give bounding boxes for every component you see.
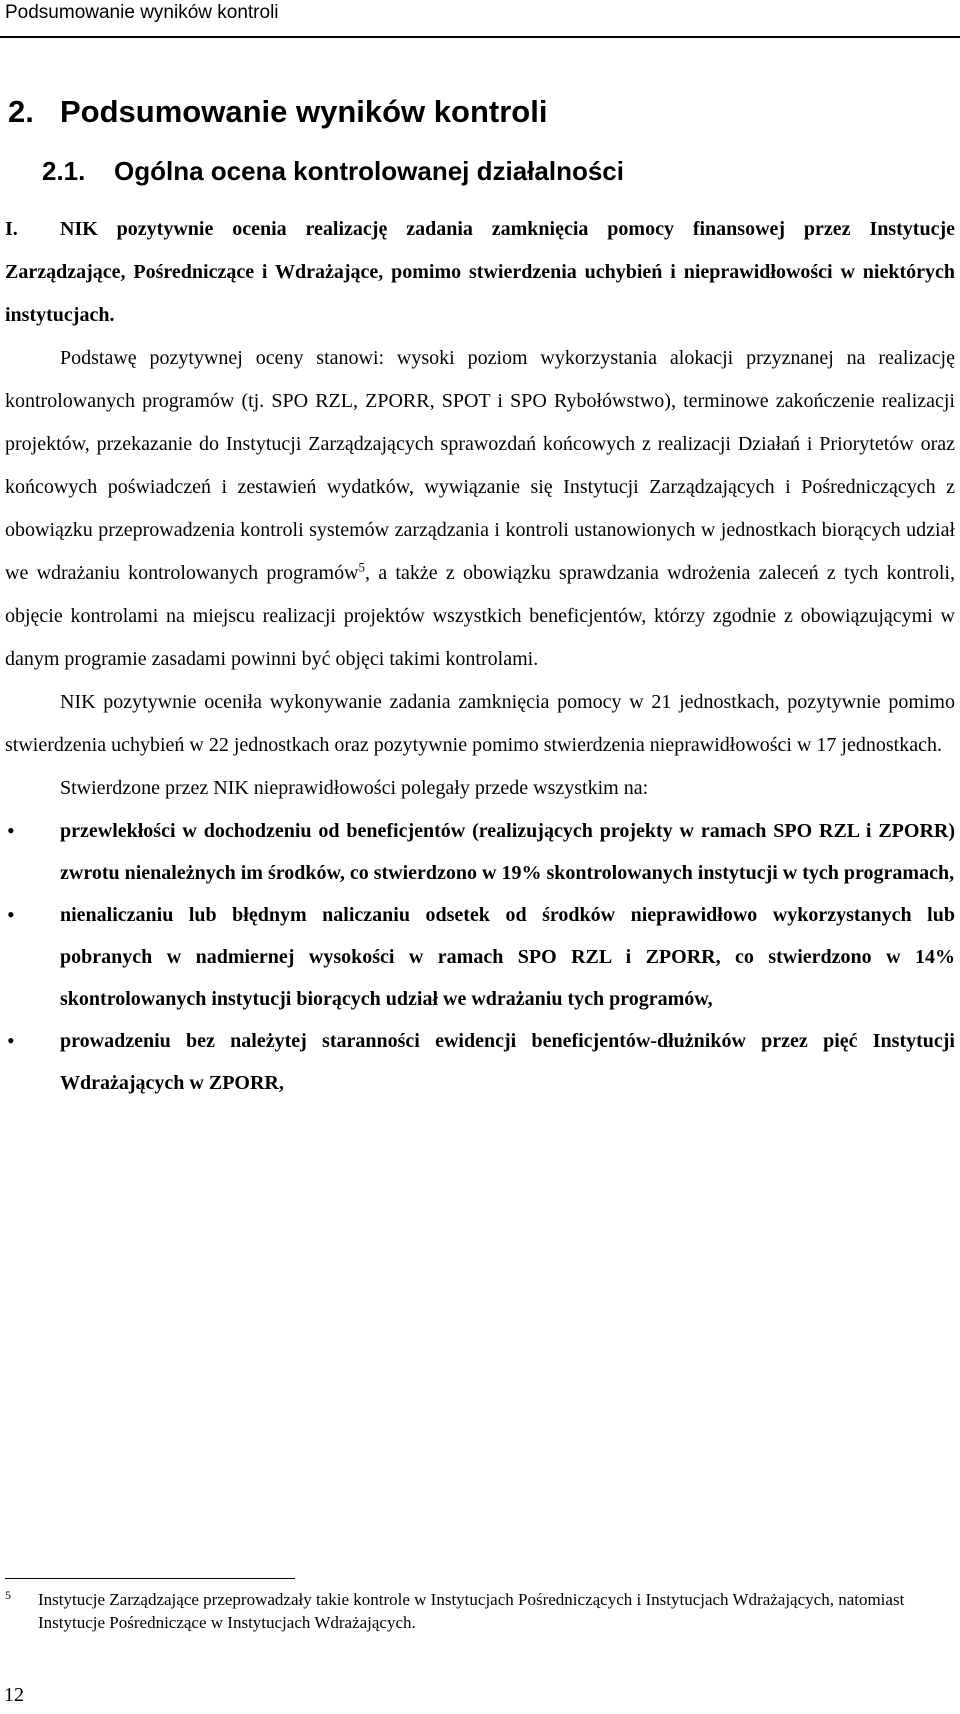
running-header: Podsumowanie wyników kontroli xyxy=(5,2,279,23)
list-item xyxy=(5,894,955,1020)
footnote-reference: 5 xyxy=(358,559,366,575)
paragraph-1-text: NIK pozytywnie ocenia realizację zadania zamknięcia pomocy finansowej przez Instytucje Zarządzające, Pośredniczące i Wdrażające, pomimo stwierdzenia uchybień i nieprawidłowości w niektórych instytucjach. xyxy=(5,218,955,326)
section-heading xyxy=(8,94,547,130)
subsection-number: 2.1. xyxy=(42,156,86,186)
paragraph-1 xyxy=(5,208,955,337)
footnote-separator xyxy=(5,1578,295,1579)
bullet-icon: • xyxy=(7,818,15,843)
section-number: 2. xyxy=(8,94,34,129)
subsection-title: Ogólna ocena kontrolowanej działalności xyxy=(114,156,624,186)
paragraph-4-text: Stwierdzone przez NIK nieprawidłowości polegały przede wszystkim na: xyxy=(60,777,649,799)
bullet-icon: • xyxy=(7,1028,15,1053)
section-title: Podsumowanie wyników kontroli xyxy=(60,94,548,129)
paragraph-4 xyxy=(5,767,955,810)
header-rule xyxy=(0,36,960,38)
list-item-text: przewlekłości w dochodzeniu od beneficjentów (realizujących projekty w ramach SPO RZL i ZPORR) zwrotu nienależnych im środków, co stwierdzono w 19% skontrolowanych instytucji w tych programach, xyxy=(60,820,955,884)
footnote-mark: 5 xyxy=(5,1588,11,1602)
paragraph-number: I. xyxy=(5,218,18,240)
bullet-list xyxy=(5,810,955,1104)
paragraph-2-text-continued: , a także z obowiązku sprawdzania wdrożenia zaleceń z tych kontroli, objęcie kontrolami na miejscu realizacji projektów wszystkich beneficjentów, którzy zgodnie z obowiązującymi w danym programie zasadami powinni być objęci takimi kontrolami. xyxy=(5,562,955,670)
paragraph-2 xyxy=(5,337,955,681)
list-item xyxy=(5,810,955,894)
bullet-icon: • xyxy=(7,902,15,927)
paragraph-2-text: Podstawę pozytywnej oceny stanowi: wysoki poziom wykorzystania alokacji przyznanej na realizację kontrolowanych programów (tj. SPO RZL, ZPORR, SPOT i SPO Rybołówstwo), terminowe zakończenie realizacji projektów, przekazanie do Instytucji Zarządzających sprawozdań końcowych z realizacji Działań i Priorytetów oraz końcowych poświadczeń i zestawień wydatków, wywiązanie się Instytucji Zarządzających i Pośredniczących z obowiązku przeprowadzenia kontroli systemów zarządzania i kontroli ustanowionych w jednostkach biorących udział we wdrażaniu kontrolowanych programów xyxy=(5,347,955,584)
list-item xyxy=(5,1020,955,1104)
list-item-text: nienaliczaniu lub błędnym naliczaniu odsetek od środków nieprawidłowo wykorzystanych lub pobranych w nadmiernej wysokości w ramach SPO RZL i ZPORR, co stwierdzono w 14% skontrolowanych instytucji biorących udział we wdrażaniu tych programów, xyxy=(60,904,955,1010)
list-item-text: prowadzeniu bez należytej staranności ewidencji beneficjentów-dłużników przez pięć Instytucji Wdrażających w ZPORR, xyxy=(60,1030,955,1094)
page-number: 12 xyxy=(4,1684,24,1706)
footnote xyxy=(5,1588,955,1634)
paragraph-3-text: NIK pozytywnie oceniła wykonywanie zadania zamknięcia pomocy w 21 jednostkach, pozytywnie pomimo stwierdzenia uchybień w 22 jednostkach oraz pozytywnie pomimo stwierdzenia nieprawidłowości w 17 jednostkach. xyxy=(5,691,955,756)
body-text xyxy=(5,208,955,1104)
footnote-text: Instytucje Zarządzające przeprowadzały takie kontrole w Instytucjach Pośredniczących i Instytucjach Wdrażających, natomiast Instytucje Pośredniczące w Instytucjach Wdrażających. xyxy=(38,1590,905,1632)
subsection-heading xyxy=(42,156,624,187)
paragraph-3 xyxy=(5,681,955,767)
